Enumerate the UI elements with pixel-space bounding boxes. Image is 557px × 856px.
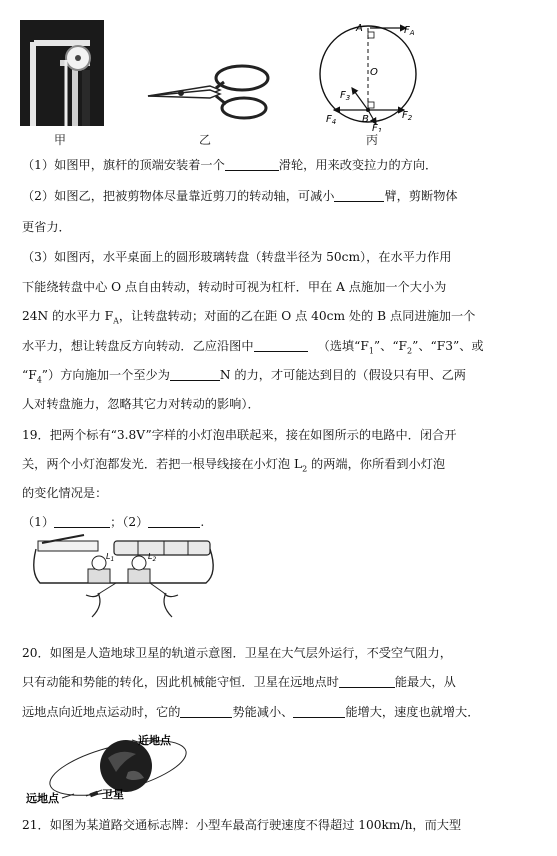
q18-part3-l4-b: （选填“F	[317, 339, 369, 353]
satellite-label: 卫星	[102, 788, 124, 801]
q18-part3-l5-s4: 4	[36, 375, 42, 385]
q18-part3-l3-a: 24N 的水平力 F	[22, 309, 114, 323]
q18-blank-direction[interactable]	[254, 339, 308, 352]
lamp-l1-label: $L_1$	[106, 552, 115, 563]
q19-blank-1[interactable]	[54, 515, 110, 528]
q18-part2-line1	[22, 189, 543, 203]
q18-part3-line6: 人对转盘施力，忽略其它力对转动的影响）．	[22, 397, 260, 411]
q19-l4-b: ；（2）	[110, 515, 149, 529]
q19-line4	[22, 515, 543, 529]
figure-yi-caption: 乙	[199, 133, 212, 147]
figure-jia-caption: 甲	[54, 133, 67, 147]
q18-blank-pulley-type[interactable]	[225, 158, 279, 171]
q18-part3-l3-sub: A	[113, 316, 119, 326]
q18-part3-line2: 下能绕转盘中心 O 点自由转动，转动时可视为杠杆．甲在 A 点施加一个大小为	[22, 280, 447, 294]
figure-bing-caption: 丙	[366, 133, 379, 147]
q18-part3-l5-c: N 的力，才可能达到目的（假设只有甲、乙两	[219, 368, 466, 382]
q18-part3-l4-a: 水平力，想让转盘反方向转动．乙应沿图中	[22, 339, 254, 353]
figure-bing-rotating-disk	[312, 20, 424, 132]
figure-q19-circuit	[26, 533, 222, 621]
q19-l4-a: （1）	[22, 515, 55, 529]
q18-part3-l4-s1: 1	[368, 346, 374, 356]
q20-line2	[22, 675, 543, 689]
q18-part3-l5-b: ”）方向施加一个至少为	[41, 368, 170, 382]
q18-part3-line4	[22, 339, 543, 358]
q19-l2-a: 关，两个小灯泡都发光．若把一根导线接在小灯泡 L	[22, 457, 303, 471]
q19-line1: 19．把两个标有“3.8V”字样的小灯泡串联起来，接在如图所示的电路中．闭合开	[22, 428, 457, 442]
q18-part1	[22, 158, 543, 172]
figure-jia-flagpole-pulley	[20, 20, 104, 126]
figure-yi-scissors	[146, 64, 272, 120]
q18-part3-line5	[22, 368, 543, 387]
q20-blank-3[interactable]	[293, 705, 345, 718]
force-fa-label: $F_A$	[404, 25, 415, 37]
q20-l3-c: 能增大，速度也就增大．	[345, 705, 480, 719]
q21-line1: 21．如图为某道路交通标志牌：小型车最高行驶速度不得超过 100km/h，而大型	[22, 818, 462, 832]
q18-part3-l3-b: ，让转盘转动；对面的乙在距 O 点 40cm 处的 B 点同进施加一个	[118, 309, 476, 323]
q20-blank-1[interactable]	[339, 675, 395, 688]
q18-part2-text-a: （2）如图乙，把被剪物体尽量靠近剪刀的转动轴，可减小	[22, 189, 335, 203]
q18-part3-l5-a: “F	[22, 368, 37, 382]
q18-part2-text-b: 臂，剪断物体	[384, 189, 458, 203]
apogee-label: 远地点	[26, 792, 59, 805]
q19-blank-2[interactable]	[148, 515, 200, 528]
q19-line2	[22, 457, 543, 476]
q20-l2-a: 只有动能和势能的转化，因此机械能守恒．卫星在远地点时	[22, 675, 339, 689]
q19-l2-sub: 2	[302, 464, 308, 474]
q18-part1-text-b: 滑轮，用来改变拉力的方向．	[278, 158, 438, 172]
q18-part1-text-a: （1）如图甲，旗杆的顶端安装着一个	[22, 158, 225, 172]
point-b-label: B	[362, 114, 369, 125]
q20-l3-a: 远地点向近地点运动时，它的	[22, 705, 181, 719]
q18-part2-line2: 更省力．	[22, 220, 71, 234]
q18-part3-line3	[22, 309, 543, 328]
lamp-l2-label: $L_2$	[148, 552, 157, 563]
q20-line3	[22, 705, 543, 719]
q18-part3-line1: （3）如图丙，水平桌面上的圆形玻璃转盘（转盘半径为 50cm），在水平力作用	[22, 250, 452, 264]
q20-l2-b: 能最大，从	[394, 675, 456, 689]
force-f4-label: $F_4$	[326, 114, 337, 126]
point-o-label: O	[370, 67, 378, 78]
q18-part3-l4-d: ”、“F3”、或	[412, 339, 484, 353]
q19-l2-b: 的两端，你所看到小灯泡	[307, 457, 446, 471]
q20-line1: 20．如图是人造地球卫星的轨道示意图．卫星在大气层外运行，不受空气阻力，	[22, 646, 452, 660]
q18-part3-l4-s2: 2	[407, 346, 413, 356]
force-f1-label: $F_1$	[372, 123, 383, 132]
q19-line3: 的变化情况是：	[22, 486, 108, 500]
q18-blank-force-magnitude[interactable]	[170, 368, 220, 381]
q20-l3-b: 势能减小、	[232, 705, 294, 719]
q19-l4-c: .	[200, 515, 205, 529]
point-a-label: A	[356, 23, 363, 34]
q18-part3-l4-c: ”、“F	[373, 339, 408, 353]
figure-q20-satellite-orbit	[26, 732, 206, 806]
force-f2-label: $F_2$	[402, 110, 413, 122]
q20-blank-2[interactable]	[180, 705, 232, 718]
perigee-label: 近地点	[138, 734, 171, 747]
force-f3-label: $F_3$	[340, 90, 351, 102]
q18-blank-arm[interactable]	[334, 189, 384, 202]
